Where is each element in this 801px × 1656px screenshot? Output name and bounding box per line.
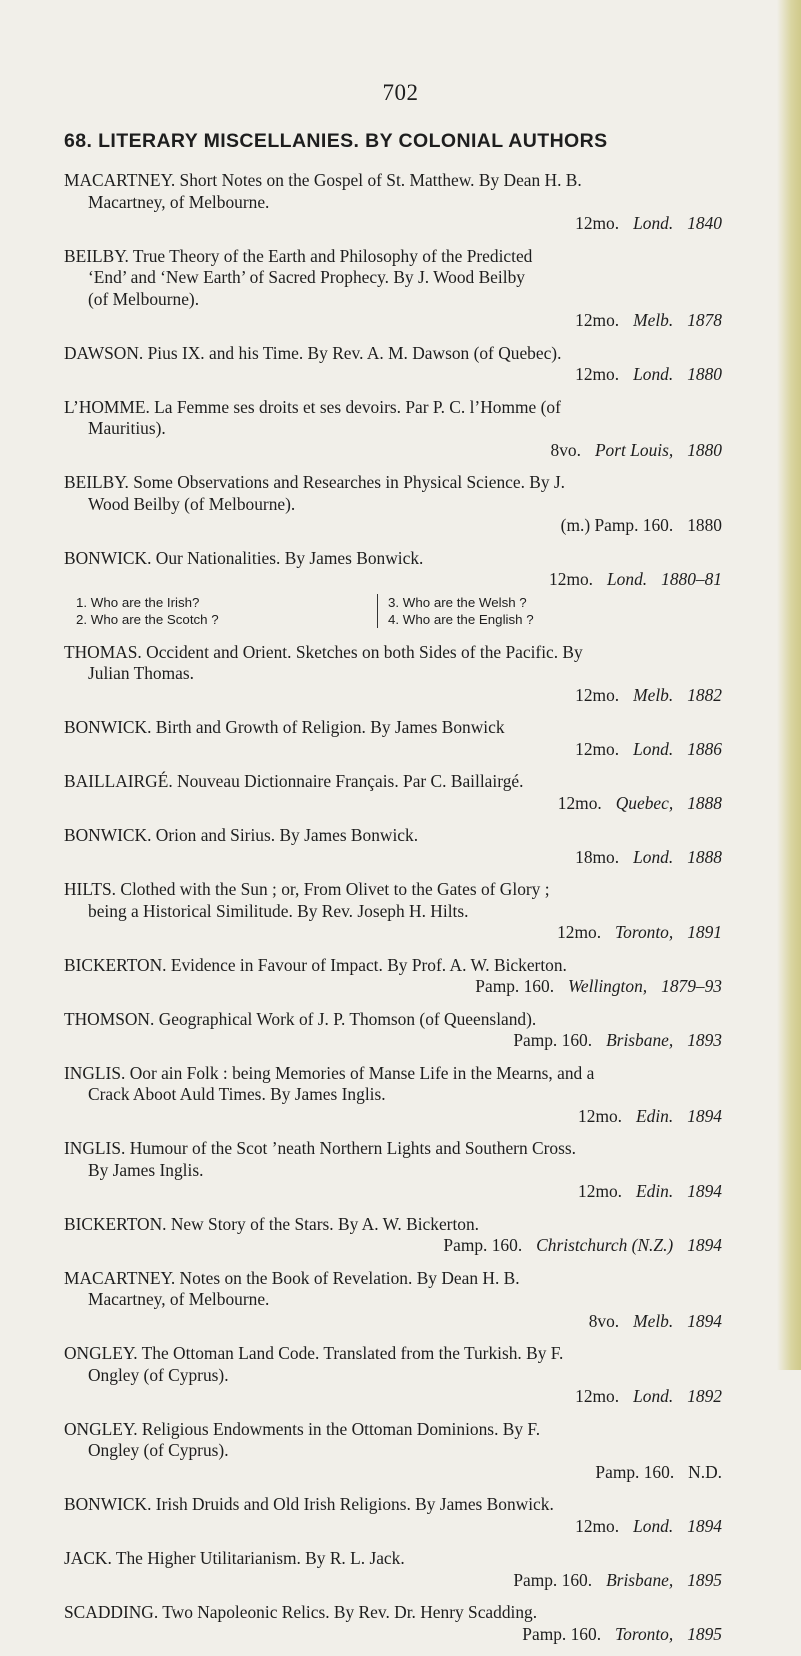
bibliography-entry (64, 955, 724, 998)
entry-place: Melb. (633, 1310, 674, 1331)
bibliography-entry (64, 246, 724, 332)
contents-item: 1. Who are the Irish? (76, 594, 200, 610)
entry-line: (of Melbourne). (88, 288, 200, 309)
entry-format: 18mo. (575, 846, 620, 867)
bibliography-entry (64, 472, 724, 537)
entry-place: Port Louis, (594, 439, 674, 460)
bibliography-entry (64, 1214, 724, 1257)
bibliography-entry (64, 1138, 724, 1203)
entry-format: 12mo. (575, 1386, 620, 1406)
entry-place: Lond. (633, 738, 674, 759)
entry-line: ONGLEY. The Ottoman Land Code. Translated from the Turkish. By F. (64, 1343, 564, 1363)
bibliography-entry (64, 825, 724, 868)
entry-format: 12mo. (575, 684, 620, 705)
entry-line: BEILBY. Some Observations and Researches in Physical Science. By J. (64, 472, 566, 492)
contents-item: 4. Who are the English ? (388, 611, 534, 627)
entry-date: 1891 (687, 922, 722, 942)
entry-place: Toronto, (615, 922, 674, 942)
entry-format: 12mo. (557, 792, 602, 813)
bibliography-entry (64, 548, 724, 628)
entry-imprint (64, 685, 724, 707)
entry-imprint (64, 793, 724, 815)
entry-date: 1893 (687, 1030, 722, 1050)
entry-imprint (64, 1311, 724, 1333)
entry-line: BAILLAIRGÉ. Nouveau Dictionnaire Français. Par C. Baillairgé. (64, 771, 524, 791)
entry-imprint (64, 569, 724, 591)
bibliography-entry (64, 771, 724, 814)
bibliography-entry (64, 879, 724, 944)
entry-date: 1894 (687, 1235, 722, 1255)
entry-format: 12mo. (575, 738, 620, 759)
contents-column (377, 594, 724, 628)
entry-imprint (64, 310, 724, 332)
entry-place: Lond. (633, 846, 674, 867)
bibliography-entry (64, 1009, 724, 1052)
entry-line: MACARTNEY. Notes on the Book of Revelation. By Dean H. B. (64, 1267, 520, 1288)
entry-place: Lond. (633, 1515, 674, 1536)
entry-place: Melb. (633, 684, 674, 705)
entry-place: Lond. (607, 569, 648, 589)
entry-line: INGLIS. Humour of the Scot ’neath Northern Lights and Southern Cross. (64, 1138, 576, 1158)
entry-place: Lond. (633, 1386, 674, 1406)
bibliography-entry (64, 343, 724, 386)
entry-place: Edin. (636, 1181, 674, 1201)
entry-line: Ongley (of Cyprus). (88, 1440, 229, 1460)
contents-column (72, 594, 377, 628)
entry-line: JACK. The Higher Utilitarianism. By R. L. Jack. (64, 1548, 405, 1568)
entry-format: (m.) Pamp. 160. (560, 515, 674, 535)
entry-imprint (64, 976, 724, 998)
entry-line: Mauritius). (88, 418, 166, 438)
entry-line: L’HOMME. La Femme ses droits et ses devoirs. Par P. C. l’Homme (of (64, 396, 561, 417)
entry-line: BONWICK. Our Nationalities. By James Bonwick. (64, 547, 424, 568)
entry-date: 1878 (687, 310, 722, 330)
entry-format: Pamp. 160. (513, 1569, 593, 1590)
entry-format: 12mo. (575, 364, 620, 384)
entry-imprint (64, 515, 724, 537)
entry-line: BONWICK. Birth and Growth of Religion. By James Bonwick (64, 717, 505, 737)
entry-date: 1895 (687, 1623, 722, 1644)
entry-line: Macartney, of Melbourne. (88, 1289, 270, 1309)
entry-place: Wellington, (568, 976, 648, 996)
contents-item: 3. Who are the Welsh ? (388, 594, 527, 610)
entry-imprint (64, 847, 724, 869)
entry-line: BICKERTON. New Story of the Stars. By A. W. Bickerton. (64, 1213, 480, 1234)
entry-imprint (64, 1570, 724, 1592)
entry-line: INGLIS. Oor ain Folk : being Memories of Manse Life in the Mearns, and a (64, 1062, 595, 1083)
entry-date: 1894 (687, 1310, 722, 1331)
entry-date: 1880 (687, 364, 722, 384)
entry-date: 1888 (687, 792, 722, 813)
entry-line: ONGLEY. Religious Endowments in the Ottoman Dominions. By F. (64, 1418, 541, 1439)
entry-format: 12mo. (578, 1181, 623, 1201)
entry-date: 1882 (687, 684, 722, 705)
entry-date: N.D. (688, 1461, 722, 1482)
entry-date: 1880 (687, 515, 722, 535)
entry-line: MACARTNEY. Short Notes on the Gospel of St. Matthew. By Dean H. B. (64, 170, 582, 190)
entry-line: BONWICK. Orion and Sirius. By James Bonwick. (64, 825, 419, 845)
entry-imprint (64, 1235, 724, 1257)
entry-place: Christchurch (N.Z.) (536, 1235, 674, 1255)
entry-format: 12mo. (557, 922, 602, 942)
bibliography-entry (64, 1494, 724, 1537)
entry-imprint (64, 213, 724, 235)
entry-format: 12mo. (575, 213, 620, 233)
contents-item: 2. Who are the Scotch ? (76, 611, 219, 627)
bibliography-entry (64, 1548, 724, 1591)
entry-imprint (64, 1624, 724, 1646)
entry-line: DAWSON. Pius IX. and his Time. By Rev. A. M. Dawson (of Quebec). (64, 342, 562, 363)
entry-format: Pamp. 160. (475, 976, 555, 996)
entry-place: Lond. (633, 364, 674, 384)
entry-imprint (64, 922, 724, 944)
entry-line: Macartney, of Melbourne. (88, 191, 270, 212)
bibliography-entry (64, 1268, 724, 1333)
entry-format: Pamp. 160. (595, 1461, 675, 1482)
bibliography-entry (64, 642, 724, 707)
entry-place: Brisbane, (606, 1030, 674, 1050)
entry-imprint (64, 1181, 724, 1203)
entry-imprint (64, 1516, 724, 1538)
entry-place: Brisbane, (606, 1569, 674, 1590)
entry-line: THOMSON. Geographical Work of J. P. Thomson (of Queensland). (64, 1008, 537, 1029)
bibliography-entry (64, 1602, 724, 1645)
entry-line: BONWICK. Irish Druids and Old Irish Religions. By James Bonwick. (64, 1494, 554, 1514)
entry-place: Melb. (633, 310, 674, 330)
entry-place: Toronto, (615, 1623, 674, 1644)
entry-format: 12mo. (575, 310, 620, 330)
entry-date: 1879–93 (661, 976, 722, 996)
entry-line: BICKERTON. Evidence in Favour of Impact. By Prof. A. W. Bickerton. (64, 954, 567, 975)
entry-imprint (64, 1030, 724, 1052)
bibliography-entry (64, 397, 724, 462)
bibliography-entry (64, 170, 724, 235)
entry-line: Crack Aboot Auld Times. By James Inglis. (88, 1084, 386, 1104)
entry-format: 8vo. (588, 1310, 620, 1331)
entry-imprint (64, 1462, 724, 1484)
entry-date: 1886 (687, 738, 722, 759)
entry-line: By James Inglis. (88, 1159, 204, 1180)
entry-date: 1840 (687, 213, 722, 233)
entry-date: 1894 (687, 1105, 722, 1126)
entry-line: THOMAS. Occident and Orient. Sketches on both Sides of the Pacific. By (64, 641, 583, 662)
entry-date: 1895 (687, 1569, 722, 1590)
entry-date: 1892 (687, 1386, 722, 1406)
entry-place: Quebec, (615, 792, 674, 813)
entry-line: ‘End’ and ‘New Earth’ of Sacred Prophecy. By J. Wood Beilby (88, 267, 525, 287)
entry-format: 8vo. (550, 439, 581, 460)
bibliography-entry (64, 717, 724, 760)
entry-date: 1894 (687, 1515, 722, 1536)
entry-line: Wood Beilby (of Melbourne). (88, 493, 296, 514)
entry-format: Pamp. 160. (513, 1030, 593, 1050)
entry-imprint (64, 364, 724, 386)
entry-contents (72, 594, 724, 628)
page-edge-shading (777, 0, 801, 1370)
entry-line: HILTS. Clothed with the Sun ; or, From Olivet to the Gates of Glory ; (64, 879, 550, 899)
bibliography-list (64, 170, 724, 1656)
entry-line: Julian Thomas. (88, 663, 194, 683)
entry-imprint (64, 440, 724, 462)
entry-imprint (64, 1386, 724, 1408)
entry-date: 1880 (687, 439, 722, 460)
entry-format: Pamp. 160. (522, 1623, 602, 1644)
entry-place: Lond. (633, 213, 674, 233)
entry-date: 1880–81 (661, 569, 722, 589)
entry-line: SCADDING. Two Napoleonic Relics. By Rev. Dr. Henry Scadding. (64, 1602, 538, 1622)
entry-line: Ongley (of Cyprus). (88, 1364, 229, 1385)
entry-line: being a Historical Similitude. By Rev. Joseph H. Hilts. (88, 900, 469, 921)
section-heading: 68. LITERARY MISCELLANIES. BY COLONIAL AUTHORS (64, 130, 608, 152)
bibliography-entry (64, 1343, 724, 1408)
entry-date: 1894 (687, 1181, 722, 1201)
entry-date: 1888 (687, 846, 722, 867)
bibliography-entry (64, 1419, 724, 1484)
entry-line: BEILBY. True Theory of the Earth and Philosophy of the Predicted (64, 245, 533, 266)
entry-format: 12mo. (549, 569, 594, 589)
entry-format: Pamp. 160. (443, 1235, 523, 1255)
entry-imprint (64, 1106, 724, 1128)
bibliography-entry (64, 1063, 724, 1128)
entry-imprint (64, 739, 724, 761)
entry-place: Edin. (636, 1105, 674, 1126)
entry-format: 12mo. (578, 1105, 623, 1126)
entry-format: 12mo. (575, 1515, 620, 1536)
page-number: 702 (382, 80, 419, 105)
